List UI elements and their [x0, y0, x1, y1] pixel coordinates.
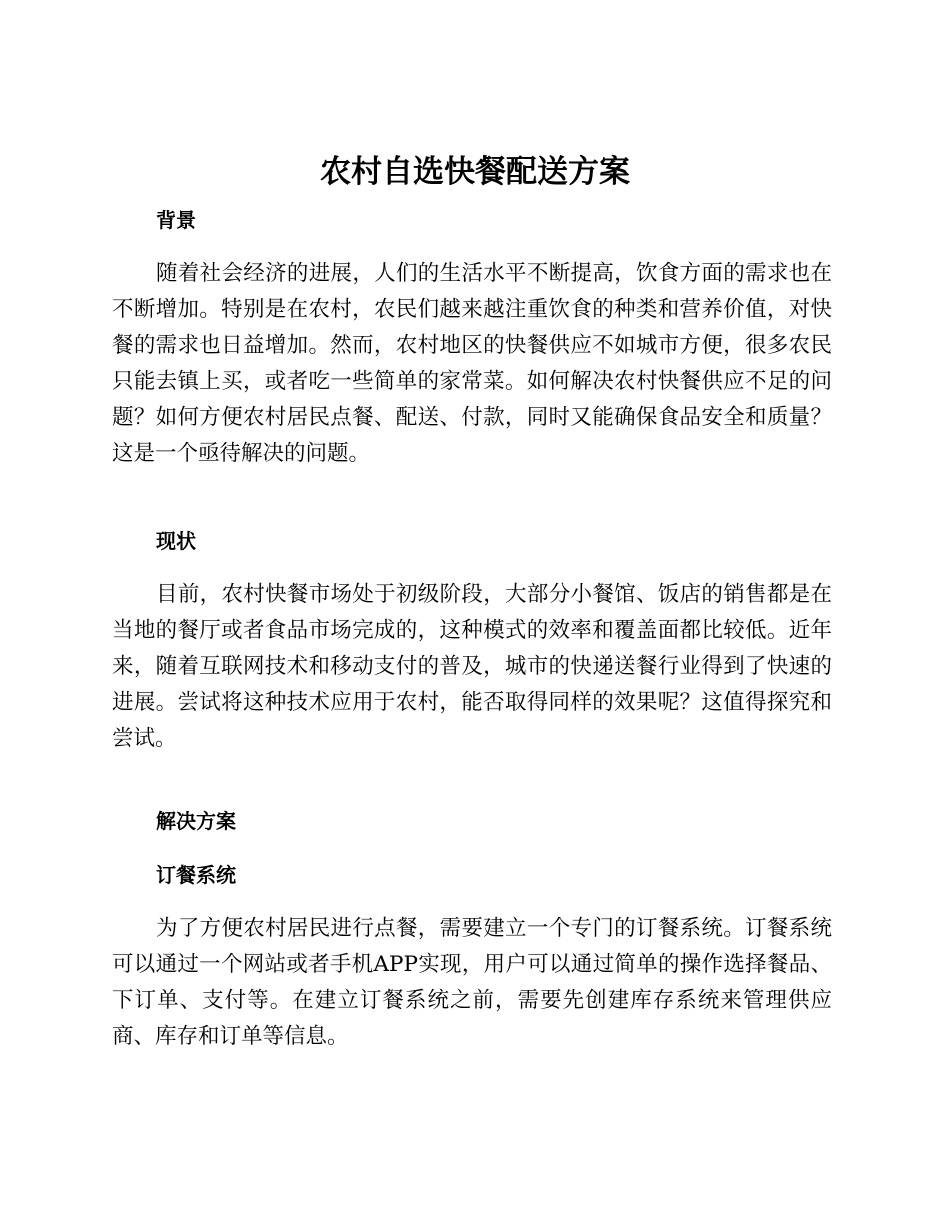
section-paragraph-ordering-system: 为了方便农村居民进行点餐，需要建立一个专门的订餐系统。订餐系统可以通过一个网站或者手机APP实现，用户可以通过简单的操作选择餐品、下订单、支付等。在建立订餐系统之前，需要先创建库存系统来管理供应商、库存和订单等信息。	[112, 916, 832, 1049]
section-paragraph-background: 随着社会经济的进展，人们的生活水平不断提高，饮食方面的需求也在不断增加。特别是在农村，农民们越来越注重饮食的种类和营养价值，对快餐的需求也日益增加。然而，农村地区的快餐供应不如城市方便，很多农民只能去镇上买，或者吃一些简单的家常菜。如何解决农村快餐供应不足的问题？如何方便农村居民点餐、配送、付款，同时又能确保食品安全和质量？这是一个亟待解决的问题。	[112, 261, 832, 466]
section-heading-background: 背景	[156, 208, 196, 232]
document-title: 农村自选快餐配送方案	[320, 154, 630, 190]
section-heading-ordering-system: 订餐系统	[156, 863, 236, 887]
section-paragraph-status: 目前，农村快餐市场处于初级阶段，大部分小餐馆、饭店的销售都是在当地的餐厅或者食品市场完成的，这种模式的效率和覆盖面都比较低。近年来，随着互联网技术和移动支付的普及，城市的快递送餐行业得到了快速的进展。尝试将这种技术应用于农村，能否取得同样的效果呢？这值得探究和尝试。	[112, 582, 832, 751]
section-heading-solution: 解决方案	[156, 809, 236, 833]
section-heading-status: 现状	[156, 529, 196, 553]
